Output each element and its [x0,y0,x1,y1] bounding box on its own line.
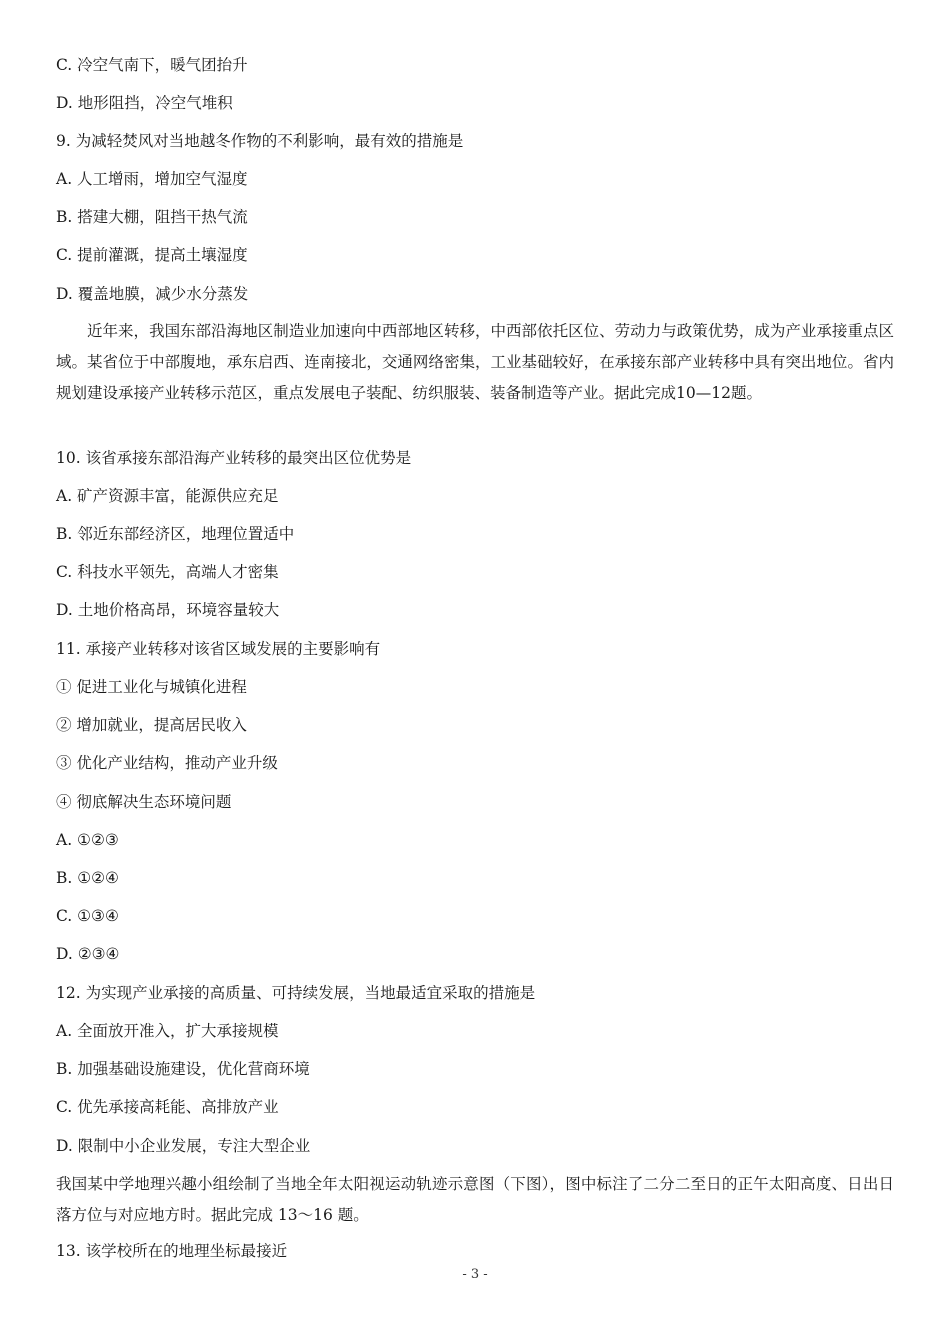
q9-option-c: C. 提前灌溉，提高土壤湿度 [56,246,248,264]
q11-item-2: ② 增加就业，提高居民收入 [56,716,247,734]
q9-option-a: A. 人工增雨，增加空气湿度 [56,170,248,188]
q10-option-a: A. 矿产资源丰富，能源供应充足 [56,487,279,505]
q10-option-b: B. 邻近东部经济区，地理位置适中 [56,525,295,543]
q11-option-a: A. ①②③ [56,831,119,849]
q13-stem: 13. 该学校所在的地理坐标最接近 [56,1242,288,1260]
q9-option-d: D. 覆盖地膜，减少水分蒸发 [56,285,249,303]
q10-option-d: D. 土地价格高昂，环境容量较大 [56,601,280,619]
q10-option-c: C. 科技水平领先，高端人才密集 [56,563,279,581]
q12-option-c: C. 优先承接高耗能、高排放产业 [56,1098,279,1116]
passage-sun-path: 我国某中学地理兴趣小组绘制了当地全年太阳视运动轨迹示意图（下图），图中标注了二分二至日的正午太阳高度、日出日落方位与对应地方时。据此完成 13～16 题。 [56,1175,894,1224]
q10-stem: 10. 该省承接东部沿海产业转移的最突出区位优势是 [56,449,412,467]
q12-stem: 12. 为实现产业承接的高质量、可持续发展，当地最适宜采取的措施是 [56,984,536,1002]
q11-item-1: ① 促进工业化与城镇化进程 [56,678,247,696]
q9-stem: 9. 为减轻焚风对当地越冬作物的不利影响，最有效的措施是 [56,132,464,150]
q12-option-d: D. 限制中小企业发展，专注大型企业 [56,1137,311,1155]
q9-option-b: B. 搭建大棚，阻挡干热气流 [56,208,248,226]
q12-option-b: B. 加强基础设施建设，优化营商环境 [56,1060,310,1078]
q11-option-c: C. ①③④ [56,907,119,925]
q11-item-3: ③ 优化产业结构，推动产业升级 [56,754,278,772]
passage-industry-transfer: 近年来，我国东部沿海地区制造业加速向中西部地区转移，中西部依托区位、劳动力与政策优势，成为产业承接重点区域。某省位于中部腹地，承东启西、连南接北，交通网络密集，工业基础较好，在承接东部产业转移中具有突出地位。省内规划建设承接产业转移示范区，重点发展电子装配、纺织服装、装备制造等产业。据此完成10—12题。 [56,322,894,402]
q11-option-b: B. ①②④ [56,869,119,887]
page-number: - 3 - [462,1267,488,1282]
q8-option-c: C. 冷空气南下，暖气团抬升 [56,56,248,74]
q12-option-a: A. 全面放开准入，扩大承接规模 [56,1022,279,1040]
q11-stem: 11. 承接产业转移对该省区域发展的主要影响有 [56,640,381,658]
q11-option-d: D. ②③④ [56,945,120,963]
q8-option-d: D. 地形阻挡，冷空气堆积 [56,94,233,112]
q11-item-4: ④ 彻底解决生态环境问题 [56,793,232,811]
